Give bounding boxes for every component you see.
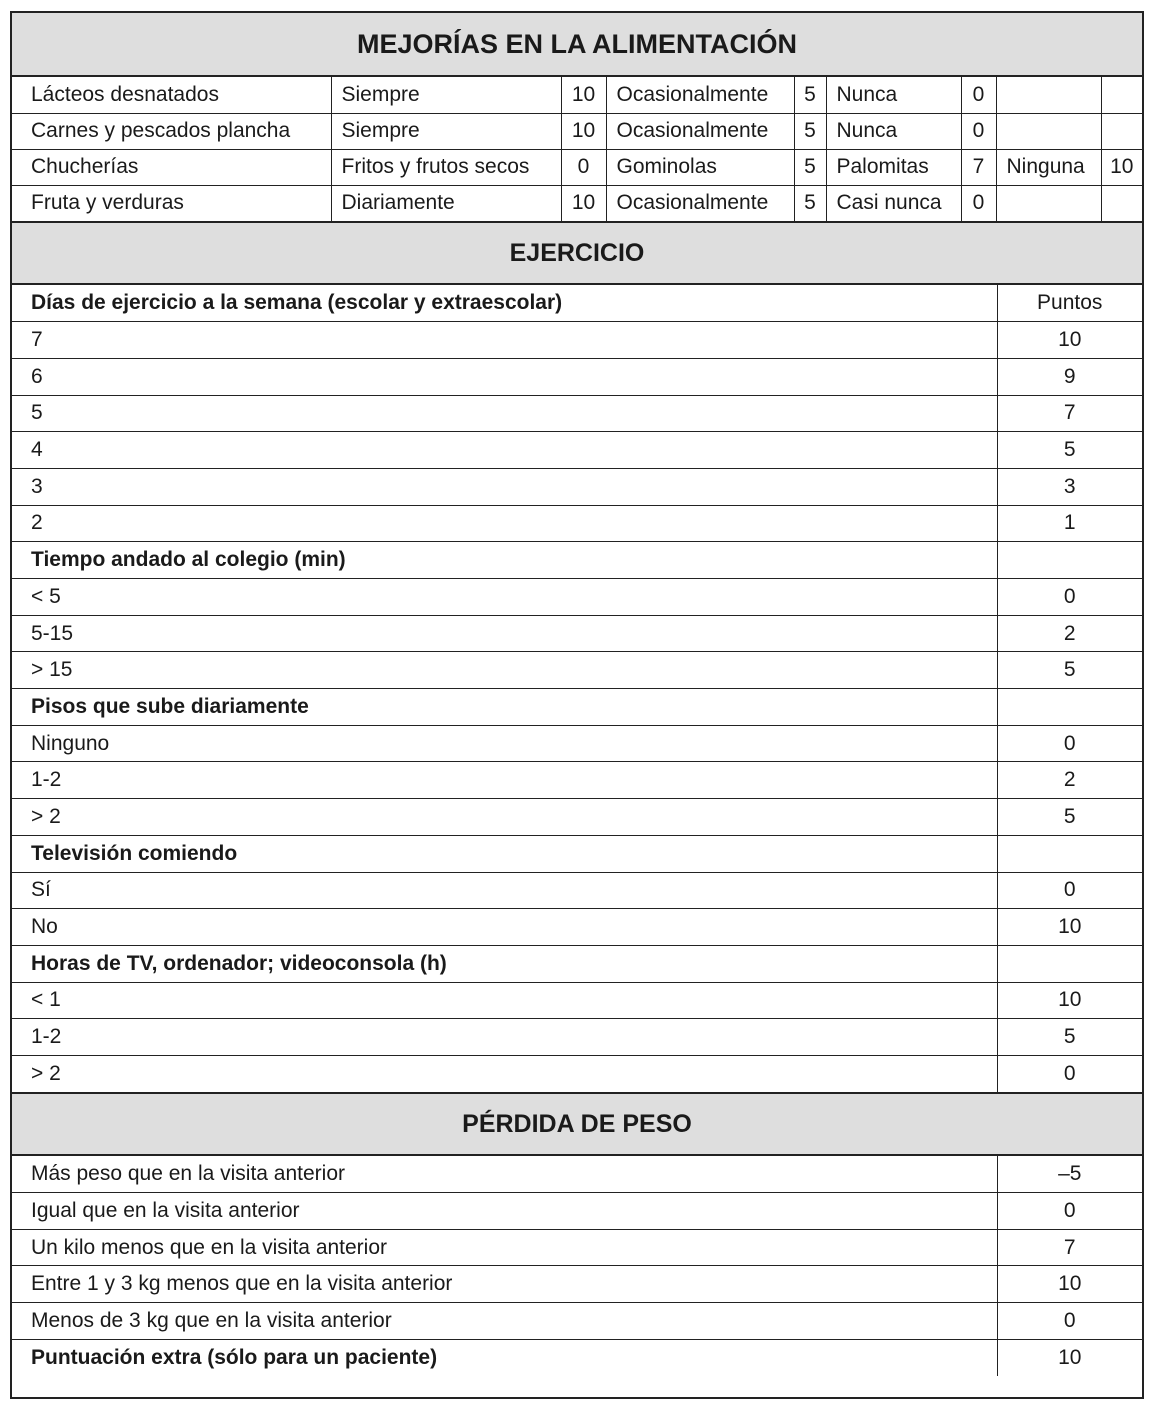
row-label: Horas de TV, ordenador; videoconsola (h) xyxy=(12,945,997,982)
table-row xyxy=(12,322,1142,359)
table-row xyxy=(12,185,1142,221)
row-points: 5 xyxy=(997,799,1142,836)
row-label: 6 xyxy=(12,358,997,395)
table-row xyxy=(12,395,1142,432)
diet-option-cell xyxy=(996,113,1101,149)
row-label: Tiempo andado al colegio (min) xyxy=(12,542,997,579)
diet-points-cell: 0 xyxy=(961,185,996,221)
row-points: 0 xyxy=(997,725,1142,762)
table-row xyxy=(12,762,1142,799)
row-points: 3 xyxy=(997,468,1142,505)
row-label: Días de ejercicio a la semana (escolar y extraescolar) xyxy=(12,285,997,322)
row-label: Menos de 3 kg que en la visita anterior xyxy=(12,1303,997,1340)
row-label: > 2 xyxy=(12,799,997,836)
row-points: 0 xyxy=(997,1303,1142,1340)
row-points xyxy=(997,835,1142,872)
table-row xyxy=(12,149,1142,185)
row-label: 4 xyxy=(12,432,997,469)
table-row xyxy=(12,872,1142,909)
table-row xyxy=(12,432,1142,469)
diet-item-label: Lácteos desnatados xyxy=(12,77,331,113)
diet-points-cell: 5 xyxy=(794,185,826,221)
table-row xyxy=(12,579,1142,616)
table-row xyxy=(12,1193,1142,1230)
table-row xyxy=(12,468,1142,505)
row-label: Más peso que en la visita anterior xyxy=(12,1156,997,1193)
weight-section-title: PÉRDIDA DE PESO xyxy=(12,1092,1142,1156)
table-row xyxy=(12,77,1142,113)
table-section-row xyxy=(12,1339,1142,1376)
row-points: 0 xyxy=(997,1193,1142,1230)
table-row xyxy=(12,982,1142,1019)
diet-option-cell: Fritos y frutos secos xyxy=(331,149,561,185)
diet-option-cell: Nunca xyxy=(826,113,961,149)
diet-points-cell: 10 xyxy=(561,113,606,149)
diet-section-title: MEJORÍAS EN LA ALIMENTACIÓN xyxy=(12,13,1142,77)
table-row xyxy=(12,799,1142,836)
table-row xyxy=(12,113,1142,149)
row-points: 5 xyxy=(997,1019,1142,1056)
diet-item-label: Carnes y pescados plancha xyxy=(12,113,331,149)
table-row xyxy=(12,615,1142,652)
row-label: Sí xyxy=(12,872,997,909)
row-label: Un kilo menos que en la visita anterior xyxy=(12,1229,997,1266)
diet-option-cell: Ocasionalmente xyxy=(606,185,794,221)
diet-option-cell: Ocasionalmente xyxy=(606,77,794,113)
diet-points-cell: 10 xyxy=(561,77,606,113)
exercise-section-title: EJERCICIO xyxy=(12,221,1142,285)
diet-option-cell xyxy=(996,185,1101,221)
row-points xyxy=(997,689,1142,726)
table-row xyxy=(12,1266,1142,1303)
row-points: 10 xyxy=(997,909,1142,946)
row-label: No xyxy=(12,909,997,946)
table-section-row xyxy=(12,835,1142,872)
diet-points-cell xyxy=(1101,77,1142,113)
row-points: 7 xyxy=(997,1229,1142,1266)
row-points: 10 xyxy=(997,982,1142,1019)
row-points: 0 xyxy=(997,872,1142,909)
row-points: 7 xyxy=(997,395,1142,432)
diet-option-cell: Siempre xyxy=(331,77,561,113)
row-label: 1-2 xyxy=(12,1019,997,1056)
row-label: Pisos que sube diariamente xyxy=(12,689,997,726)
diet-option-cell: Ninguna xyxy=(996,149,1101,185)
table-row xyxy=(12,1055,1142,1092)
diet-points-cell xyxy=(1101,185,1142,221)
table-row xyxy=(12,358,1142,395)
diet-points-cell: 5 xyxy=(794,149,826,185)
diet-option-cell xyxy=(996,77,1101,113)
row-points: 0 xyxy=(997,1055,1142,1092)
table-section-row xyxy=(12,542,1142,579)
diet-points-cell: 5 xyxy=(794,113,826,149)
diet-option-cell: Nunca xyxy=(826,77,961,113)
row-label: 5 xyxy=(12,395,997,432)
diet-points-cell: 0 xyxy=(561,149,606,185)
table-section-row xyxy=(12,285,1142,322)
diet-table xyxy=(12,77,1142,221)
diet-option-cell: Ocasionalmente xyxy=(606,113,794,149)
diet-item-label: Chucherías xyxy=(12,149,331,185)
row-points: 0 xyxy=(997,579,1142,616)
row-points: –5 xyxy=(997,1156,1142,1193)
diet-option-cell: Gominolas xyxy=(606,149,794,185)
weight-table xyxy=(12,1156,1142,1376)
row-points: 10 xyxy=(997,322,1142,359)
table-row xyxy=(12,1019,1142,1056)
row-label: 5-15 xyxy=(12,615,997,652)
table-row xyxy=(12,652,1142,689)
table-row xyxy=(12,1229,1142,1266)
row-label: 7 xyxy=(12,322,997,359)
row-points: 10 xyxy=(997,1266,1142,1303)
row-points: 9 xyxy=(997,358,1142,395)
table-row xyxy=(12,1303,1142,1340)
diet-item-label: Fruta y verduras xyxy=(12,185,331,221)
row-points xyxy=(997,542,1142,579)
row-points: 2 xyxy=(997,615,1142,652)
row-label: 1-2 xyxy=(12,762,997,799)
diet-points-cell: 7 xyxy=(961,149,996,185)
row-points: 10 xyxy=(997,1339,1142,1376)
diet-points-cell xyxy=(1101,113,1142,149)
row-label: > 15 xyxy=(12,652,997,689)
row-label: Ninguno xyxy=(12,725,997,762)
row-points xyxy=(997,945,1142,982)
diet-option-cell: Casi nunca xyxy=(826,185,961,221)
diet-points-cell: 10 xyxy=(561,185,606,221)
table-row xyxy=(12,505,1142,542)
diet-option-cell: Siempre xyxy=(331,113,561,149)
table-row xyxy=(12,725,1142,762)
row-label: Entre 1 y 3 kg menos que en la visita anterior xyxy=(12,1266,997,1303)
row-label: Puntuación extra (sólo para un paciente) xyxy=(12,1339,997,1376)
row-points: 1 xyxy=(997,505,1142,542)
exercise-table xyxy=(12,285,1142,1092)
row-label: 2 xyxy=(12,505,997,542)
diet-points-cell: 10 xyxy=(1101,149,1142,185)
row-label: > 2 xyxy=(12,1055,997,1092)
row-label: < 1 xyxy=(12,982,997,1019)
table-section-row xyxy=(12,689,1142,726)
diet-points-cell: 0 xyxy=(961,113,996,149)
row-label: < 5 xyxy=(12,579,997,616)
row-label: 3 xyxy=(12,468,997,505)
table-section-row xyxy=(12,945,1142,982)
diet-points-cell: 5 xyxy=(794,77,826,113)
row-points: 2 xyxy=(997,762,1142,799)
row-points: 5 xyxy=(997,652,1142,689)
diet-option-cell: Diariamente xyxy=(331,185,561,221)
row-label: Igual que en la visita anterior xyxy=(12,1193,997,1230)
table-row xyxy=(12,1156,1142,1193)
score-table xyxy=(10,11,1144,1399)
row-label: Televisión comiendo xyxy=(12,835,997,872)
row-points: Puntos xyxy=(997,285,1142,322)
diet-option-cell: Palomitas xyxy=(826,149,961,185)
table-row xyxy=(12,909,1142,946)
diet-points-cell: 0 xyxy=(961,77,996,113)
row-points: 5 xyxy=(997,432,1142,469)
